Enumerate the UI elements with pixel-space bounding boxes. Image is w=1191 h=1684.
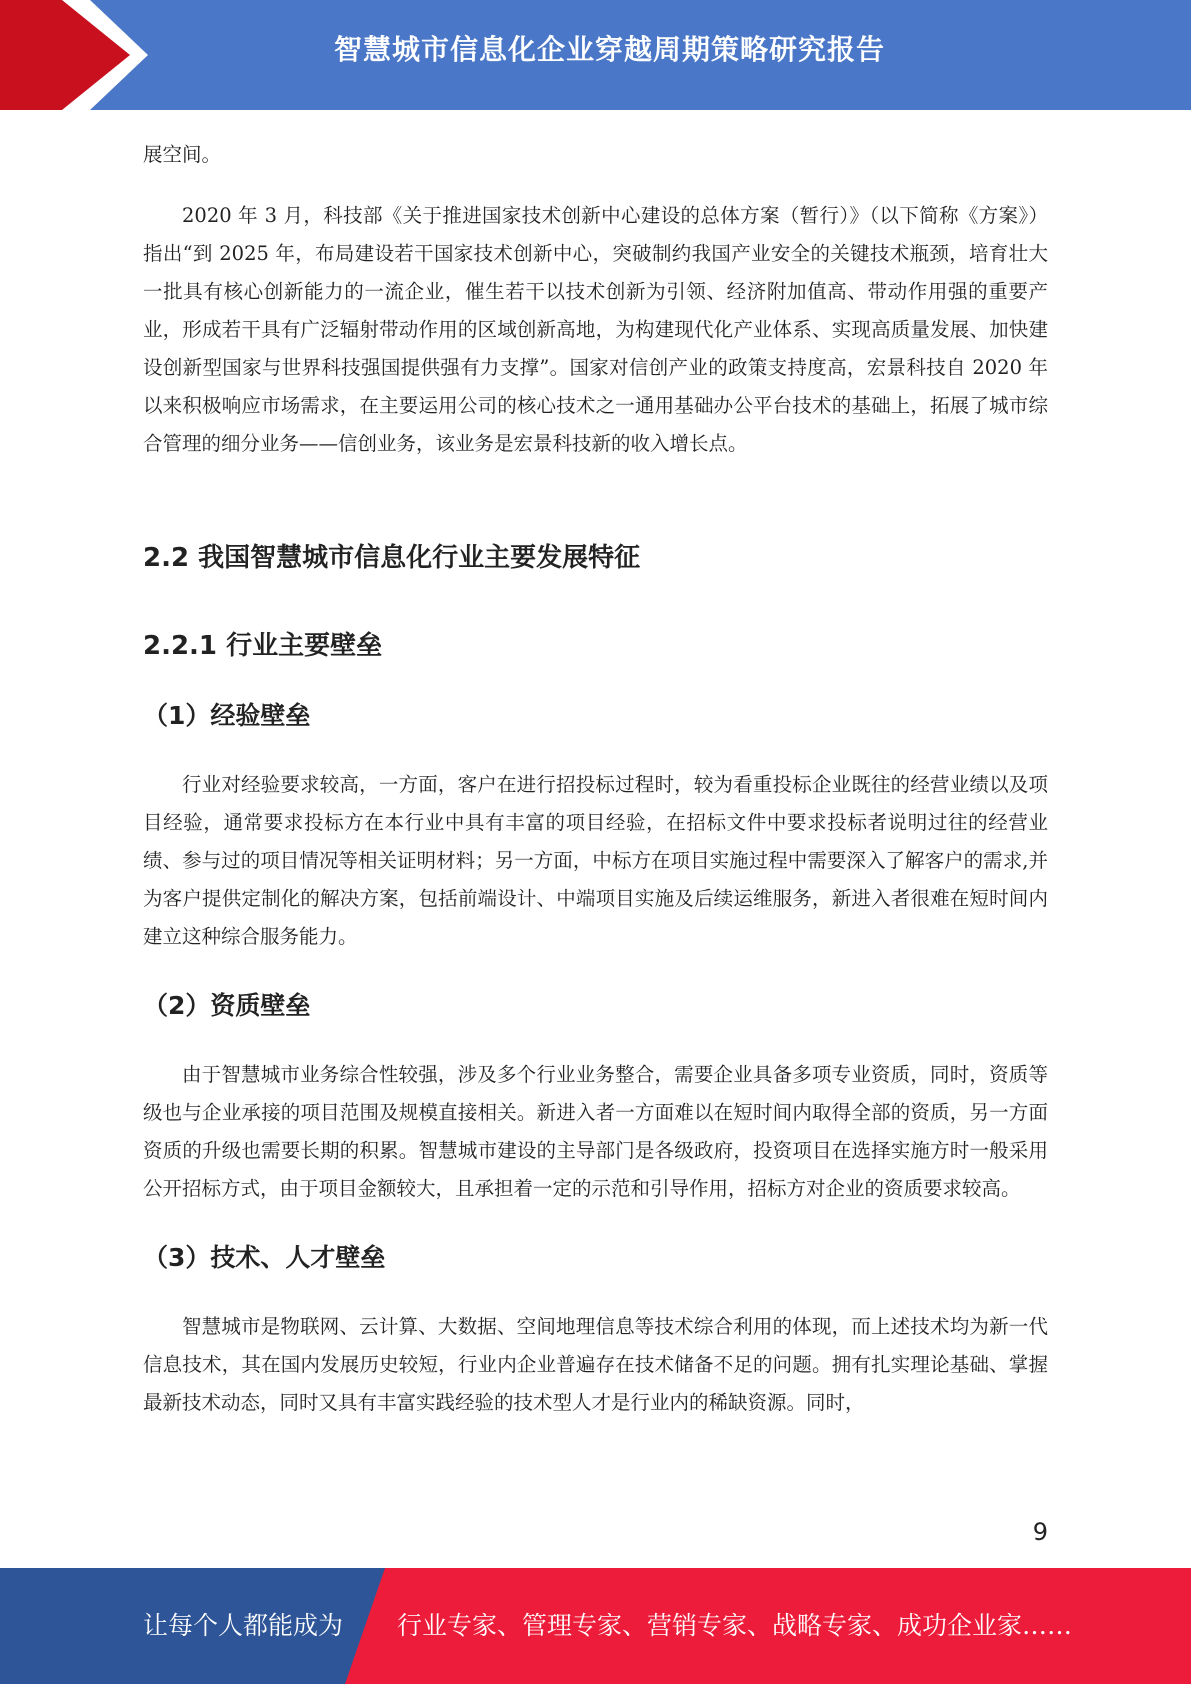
section-heading-2-2: 2.2 我国智慧城市信息化行业主要发展特征 [143, 543, 641, 573]
page-header [0, 0, 1191, 110]
paragraph-technology-talent: 智慧城市是物联网、云计算、大数据、空间地理信息等技术综合利用的体现，而上述技术均为新一代信息技术，其在国内发展历史较短，行业内企业普遍存在技术储备不足的问题。拥有扎实理论基础、掌握最新技术动态，同时又具有丰富实践经验的技术型人才是行业内的稀缺资源。同时， [143, 1315, 1048, 1414]
page-content [143, 136, 1048, 1422]
subsection-heading-2-2-1: 2.2.1 行业主要壁垒 [143, 631, 383, 661]
paragraph-continuation: 展空间。 [143, 143, 222, 166]
header-title: 智慧城市信息化企业穿越周期策略研究报告 [333, 33, 885, 66]
footer-slogan-left: 让每个人都能成为 [143, 1611, 344, 1640]
barrier-heading-technology-talent: （3）技术、人才壁垒 [143, 1243, 386, 1272]
barrier-heading-experience: （1）经验壁垒 [143, 701, 311, 730]
page-number: 9 [1032, 1518, 1048, 1546]
barrier-heading-qualification: （2）资质壁垒 [143, 991, 311, 1020]
page-footer [0, 1568, 1191, 1684]
paragraph-experience: 行业对经验要求较高，一方面，客户在进行招投标过程时，较为看重投标企业既往的经营业绩以及项目经验，通常要求投标方在本行业中具有丰富的项目经验，在招标文件中要求投标者说明过往的经营业绩、参与过的项目情况等相关证明材料；另一方面，中标方在项目实施过程中需要深入了解客户的需求,并为客户提供定制化的解决方案，包括前端设计、中端项目实施及后续运维服务，新进入者很难在短时间内建立这种综合服务能力。 [143, 773, 1048, 948]
paragraph-qualification: 由于智慧城市业务综合性较强，涉及多个行业业务整合，需要企业具备多项专业资质，同时，资质等级也与企业承接的项目范围及规模直接相关。新进入者一方面难以在短时间内取得全部的资质，另一方面资质的升级也需要长期的积累。智慧城市建设的主导部门是各级政府，投资项目在选择实施方时一般采用公开招标方式，由于项目金额较大，且承担着一定的示范和引导作用，招标方对企业的资质要求较高。 [143, 1063, 1048, 1200]
footer-slogan-right: 行业专家、管理专家、营销专家、战略专家、成功企业家…… [397, 1611, 1073, 1640]
paragraph-policy: 2020 年 3 月，科技部《关于推进国家技术创新中心建设的总体方案（暂行）》（以下简称《方案》）指出“到 2025 年，布局建设若干国家技术创新中心，突破制约我国产业安全的关键技术瓶颈，培育壮大一批具有核心创新能力的一流企业，催生若干以技术创新为引领、经济附加值高、带动作用强的重要产业，形成若干具有广泛辐射带动作用的区域创新高地，为构建现代化产业体系、实现高质量发展、加快建设创新型国家与世界科技强国提供强有力支撑”。国家对信创产业的政策支持度高，宏景科技自 2020 年以来积极响应市场需求，在主要运用公司的核心技术之一通用基础办公平台技术的基础上，拓展了城市综合管理的细分业务——信创业务，该业务是宏景科技新的收入增长点。 [143, 204, 1048, 455]
